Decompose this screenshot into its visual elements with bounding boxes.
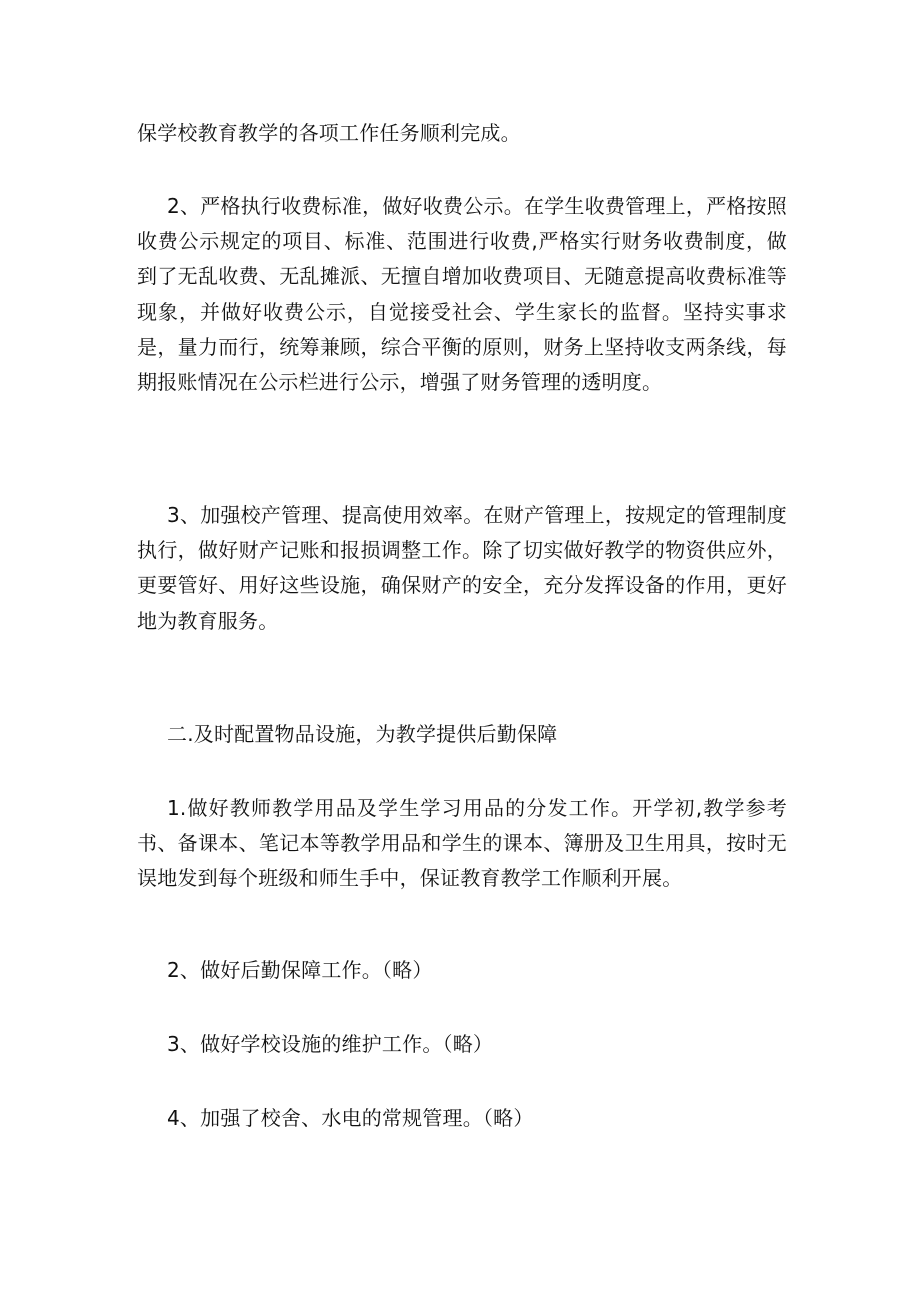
paragraph-school-property: 3、加强校产管理、提高使用效率。在财产管理上，按规定的管理制度执行，做好财产记账和报损调整工作。除了切实做好教学的物资供应外，更要管好、用好这些设施，确保财产的安全，充分发挥设备的作用，更好地为教育服务。 xyxy=(137,503,787,633)
paragraph-fee-standards: 2、严格执行收费标准，做好收费公示。在学生收费管理上，严格按照收费公示规定的项目、标准、范围进行收费,严格实行财务收费制度，做到了无乱收费、无乱摊派、无擅自增加收费项目、无随意提高收费标准等现象，并做好收费公示，自觉接受社会、学生家长的监督。坚持实事求是，量力而行，统筹兼顾，综合平衡的原则，财务上坚持收支两条线，每期报账情况在公示栏进行公示，增强了财务管理的透明度。 xyxy=(137,194,787,395)
section-heading-two: 二.及时配置物品设施，为教学提供后勤保障 xyxy=(167,722,558,746)
paragraph-dormitory-management: 4、加强了校舍、水电的常规管理。（略） xyxy=(167,1106,534,1130)
paragraph-supplies-distribution: 1.做好教师教学用品及学生学习用品的分发工作。开学初,教学参考书、备课本、笔记本等教学用品和学生的课本、簿册及卫生用具，按时无误地发到每个班级和师生手中，保证教育教学工作顺利开展。 xyxy=(137,796,787,891)
continuation-paragraph: 保学校教育教学的各项工作任务顺利完成。 xyxy=(137,121,521,145)
paragraph-logistics: 2、做好后勤保障工作。（略） xyxy=(167,958,433,982)
paragraph-facility-maintenance: 3、做好学校设施的维护工作。（略） xyxy=(167,1032,494,1056)
